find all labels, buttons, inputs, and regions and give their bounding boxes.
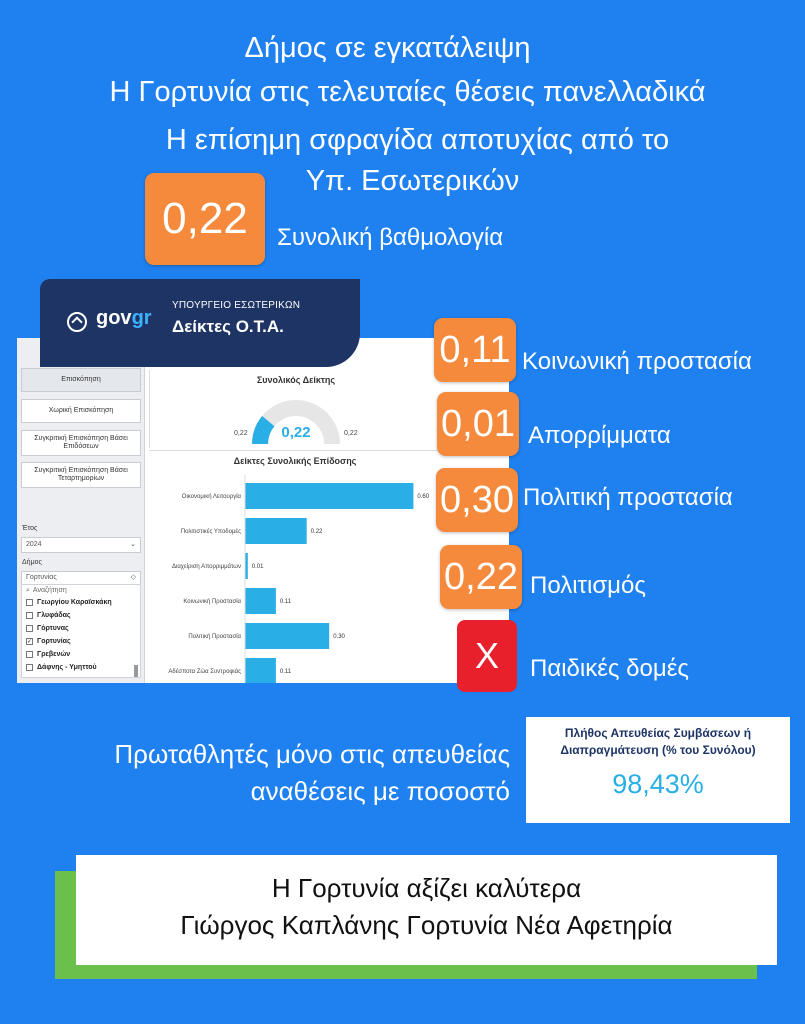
score-social-label: Κοινωνική προστασία [522, 348, 752, 375]
score-waste-value: 0,01 [441, 402, 515, 445]
direct-contracts-card [526, 717, 790, 823]
bar[interactable] [245, 483, 413, 509]
municipality-list-item[interactable] [22, 622, 140, 635]
municipality-list-item[interactable] [22, 596, 140, 609]
headline-line3: Η επίσημη σφραγίδα αποτυχίας από το [165, 124, 670, 156]
bar-category-label: Διαχείριση Απορριμμάτων [172, 564, 241, 570]
bar[interactable] [245, 588, 276, 614]
municipality-list-item[interactable] [22, 609, 140, 622]
footer-line1: Η Γορτυνία αξίζει καλύτερα [271, 873, 582, 903]
municipality-label: Δήμος [22, 559, 42, 566]
headline-line1: Δήμος σε εγκατάλειψη [244, 32, 531, 64]
missing-label: Παιδικές δομές [530, 655, 689, 682]
bar-chart-title: Δείκτες Συνολικής Επίδοσης [233, 456, 357, 466]
score-culture-label: Πολιτισμός [530, 572, 646, 599]
nav-performance[interactable]: Συγκριτική Επισκόπηση Βάσει Επιδόσεων [21, 430, 141, 456]
overall-score-box [145, 173, 265, 265]
gauge-min: 0,22 [234, 430, 248, 437]
bar-value-label: 0.01 [251, 564, 264, 570]
bar-chart-panel [149, 450, 441, 683]
govgr-logo-gr: gr [131, 307, 152, 329]
year-select[interactable] [21, 537, 141, 553]
govgr-logo [96, 307, 152, 330]
municipality-list-label: Δάφνης - Υμηττού [37, 664, 97, 671]
bar-category-label: Πολιτική Προστασία [188, 634, 241, 640]
municipality-select[interactable] [21, 571, 141, 585]
nav-spatial[interactable]: Χωρική Επισκόπηση [21, 399, 141, 423]
checkbox-icon[interactable] [26, 664, 33, 671]
missing-mark: X [474, 635, 499, 676]
eraser-icon: ◇ [130, 574, 136, 581]
checkbox-icon[interactable] [26, 651, 33, 658]
headline-line4: Υπ. Εσωτερικών [305, 165, 520, 197]
bar-value-label: 0.30 [333, 634, 345, 640]
dashboard-sidebar [17, 338, 145, 683]
score-civil-label: Πολιτική προστασία [523, 484, 733, 511]
ministry-name: ΥΠΟΥΡΓΕΙΟ ΕΣΩΤΕΡΙΚΩΝ [172, 300, 301, 311]
gauge-panel [149, 370, 441, 448]
bar-value-label: 0.11 [279, 599, 292, 605]
search-row[interactable] [22, 585, 140, 596]
overall-score-value: 0,22 [162, 194, 248, 243]
list-scrollbar[interactable] [134, 665, 138, 677]
municipality-list [21, 584, 141, 678]
bar[interactable] [245, 658, 276, 683]
checkbox-icon[interactable] [26, 612, 33, 619]
municipality-list-label: Γρεβενών [37, 651, 71, 658]
overall-score-label: Συνολική βαθμολογία [277, 224, 504, 251]
direct-text [114, 736, 510, 810]
bar[interactable] [245, 623, 329, 649]
dashboard-title: Δείκτες Ο.Τ.Α. [172, 317, 284, 336]
municipality-list-item[interactable] [22, 648, 140, 661]
municipality-value: Γορτυνίας [26, 574, 57, 581]
checkbox-icon[interactable] [26, 625, 33, 632]
score-box-culture [440, 545, 522, 609]
bar-value-label: 0.22 [310, 529, 323, 535]
gauge-title: Συνολικός Δείκτης [256, 375, 336, 385]
score-social-value: 0,11 [439, 328, 511, 371]
missing-box [457, 620, 517, 692]
score-box-social [434, 318, 516, 382]
direct-card-title-line1: Πλήθος Απευθείας Συμβάσεων ή [564, 726, 752, 740]
nav-quartiles[interactable]: Συγκριτική Επισκόπηση Βάσει Τεταρτημορίων [21, 462, 141, 488]
govgr-logo-gov: gov [96, 307, 132, 329]
direct-text-line1: Πρωταθλητές μόνο στις απευθείας [114, 739, 510, 769]
municipality-list-label: Γεωργίου Καραϊσκάκη [37, 599, 112, 606]
bar-value-label: 0.11 [279, 669, 292, 675]
gauge-max: 0,22 [344, 430, 358, 437]
nav-overview[interactable]: Επισκόπηση [21, 368, 141, 392]
municipality-list-label: Γόρτυνας [37, 625, 69, 632]
bar[interactable] [245, 518, 307, 544]
footer-card [76, 855, 777, 965]
municipality-list-label: Γλυφάδας [37, 612, 71, 619]
search-icon: ⌕ [26, 586, 30, 594]
gauge-chart [150, 382, 442, 452]
score-box-civil [436, 468, 518, 532]
year-label: Έτος [22, 525, 38, 532]
chevron-down-icon: ⌄ [130, 541, 136, 548]
direct-card-title-line2: Διαπραγμάτευση (% του Συνόλου) [560, 743, 756, 757]
municipality-list-label: Γορτυνίας [37, 638, 71, 645]
checkbox-icon[interactable] [26, 599, 33, 606]
score-waste-label: Απορρίμματα [528, 422, 671, 449]
dashboard-header [40, 279, 360, 367]
direct-card-value: 98,43% [612, 769, 704, 799]
score-civil-value: 0,30 [440, 478, 514, 521]
year-value: 2024 [26, 541, 42, 548]
municipality-list-item[interactable] [22, 635, 140, 648]
bar-category-label: Αδέσποτα Ζώα Συντροφιάς [168, 669, 241, 675]
headline-line2: Η Γορτυνία στις τελευταίες θέσεις πανελλαδικά [109, 76, 706, 108]
bar-category-label: Πολιτιστικές Υποδομές [180, 529, 241, 535]
search-placeholder: Αναζήτηση [32, 587, 67, 594]
bar-chart [149, 469, 441, 683]
score-box-waste [437, 392, 519, 456]
bar-category-label: Οικονομική Λειτουργία [181, 494, 241, 500]
score-culture-value: 0,22 [444, 555, 518, 598]
bar-category-label: Κοινωνική Προστασία [183, 599, 241, 605]
footer-line2: Γιώργος Καπλάνης Γορτυνία Νέα Αφετηρία [180, 910, 673, 940]
municipality-list-item[interactable] [22, 661, 140, 674]
bar-value-label: 0.60 [417, 494, 430, 500]
direct-text-line2: αναθέσεις με ποσοστό [250, 776, 510, 806]
gauge-value: 0,22 [281, 424, 311, 441]
checked-checkbox-icon[interactable]: ✓ [27, 639, 33, 645]
